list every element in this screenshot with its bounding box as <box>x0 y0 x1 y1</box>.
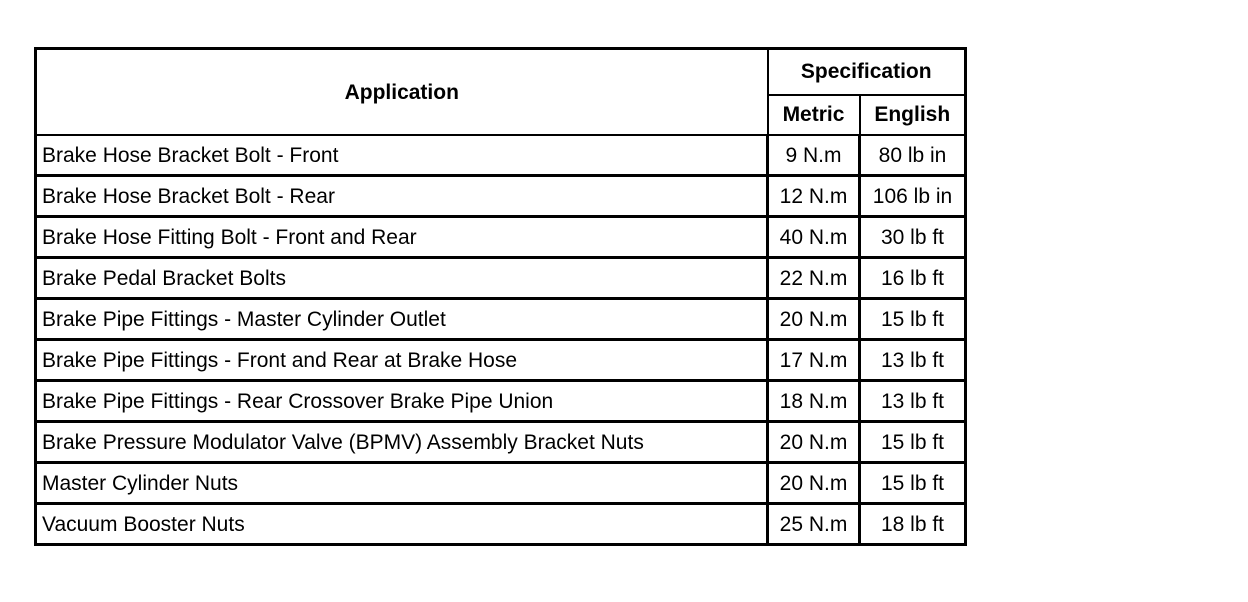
english-cell: 80 lb in <box>860 135 966 176</box>
application-cell: Brake Pipe Fittings - Rear Crossover Brake Pipe Union <box>36 381 768 422</box>
application-cell: Brake Pipe Fittings - Front and Rear at Brake Hose <box>36 340 768 381</box>
application-header: Application <box>36 49 768 136</box>
table-row <box>36 217 966 258</box>
application-cell: Brake Hose Bracket Bolt - Front <box>36 135 768 176</box>
english-cell: 18 lb ft <box>860 504 966 545</box>
english-cell: 15 lb ft <box>860 422 966 463</box>
metric-cell: 20 N.m <box>768 463 860 504</box>
application-cell: Master Cylinder Nuts <box>36 463 768 504</box>
table-row <box>36 176 966 217</box>
english-cell: 15 lb ft <box>860 299 966 340</box>
english-cell: 30 lb ft <box>860 217 966 258</box>
english-cell: 13 lb ft <box>860 381 966 422</box>
metric-cell: 12 N.m <box>768 176 860 217</box>
english-cell: 16 lb ft <box>860 258 966 299</box>
table-row <box>36 258 966 299</box>
metric-cell: 18 N.m <box>768 381 860 422</box>
metric-cell: 20 N.m <box>768 422 860 463</box>
table-row <box>36 135 966 176</box>
english-cell: 15 lb ft <box>860 463 966 504</box>
table-row <box>36 340 966 381</box>
table-row <box>36 299 966 340</box>
table-row <box>36 381 966 422</box>
application-cell: Brake Hose Bracket Bolt - Rear <box>36 176 768 217</box>
metric-cell: 9 N.m <box>768 135 860 176</box>
english-header: English <box>860 95 966 135</box>
metric-cell: 17 N.m <box>768 340 860 381</box>
english-cell: 13 lb ft <box>860 340 966 381</box>
application-cell: Brake Pressure Modulator Valve (BPMV) Assembly Bracket Nuts <box>36 422 768 463</box>
application-cell: Brake Hose Fitting Bolt - Front and Rear <box>36 217 768 258</box>
application-cell: Vacuum Booster Nuts <box>36 504 768 545</box>
specification-header: Specification <box>768 49 966 95</box>
metric-cell: 22 N.m <box>768 258 860 299</box>
table-row <box>36 504 966 545</box>
metric-cell: 40 N.m <box>768 217 860 258</box>
metric-header: Metric <box>768 95 860 135</box>
fastener-spec-table <box>34 47 967 546</box>
metric-cell: 25 N.m <box>768 504 860 545</box>
metric-cell: 20 N.m <box>768 299 860 340</box>
table-row <box>36 422 966 463</box>
application-cell: Brake Pedal Bracket Bolts <box>36 258 768 299</box>
table-row <box>36 463 966 504</box>
application-cell: Brake Pipe Fittings - Master Cylinder Outlet <box>36 299 768 340</box>
english-cell: 106 lb in <box>860 176 966 217</box>
